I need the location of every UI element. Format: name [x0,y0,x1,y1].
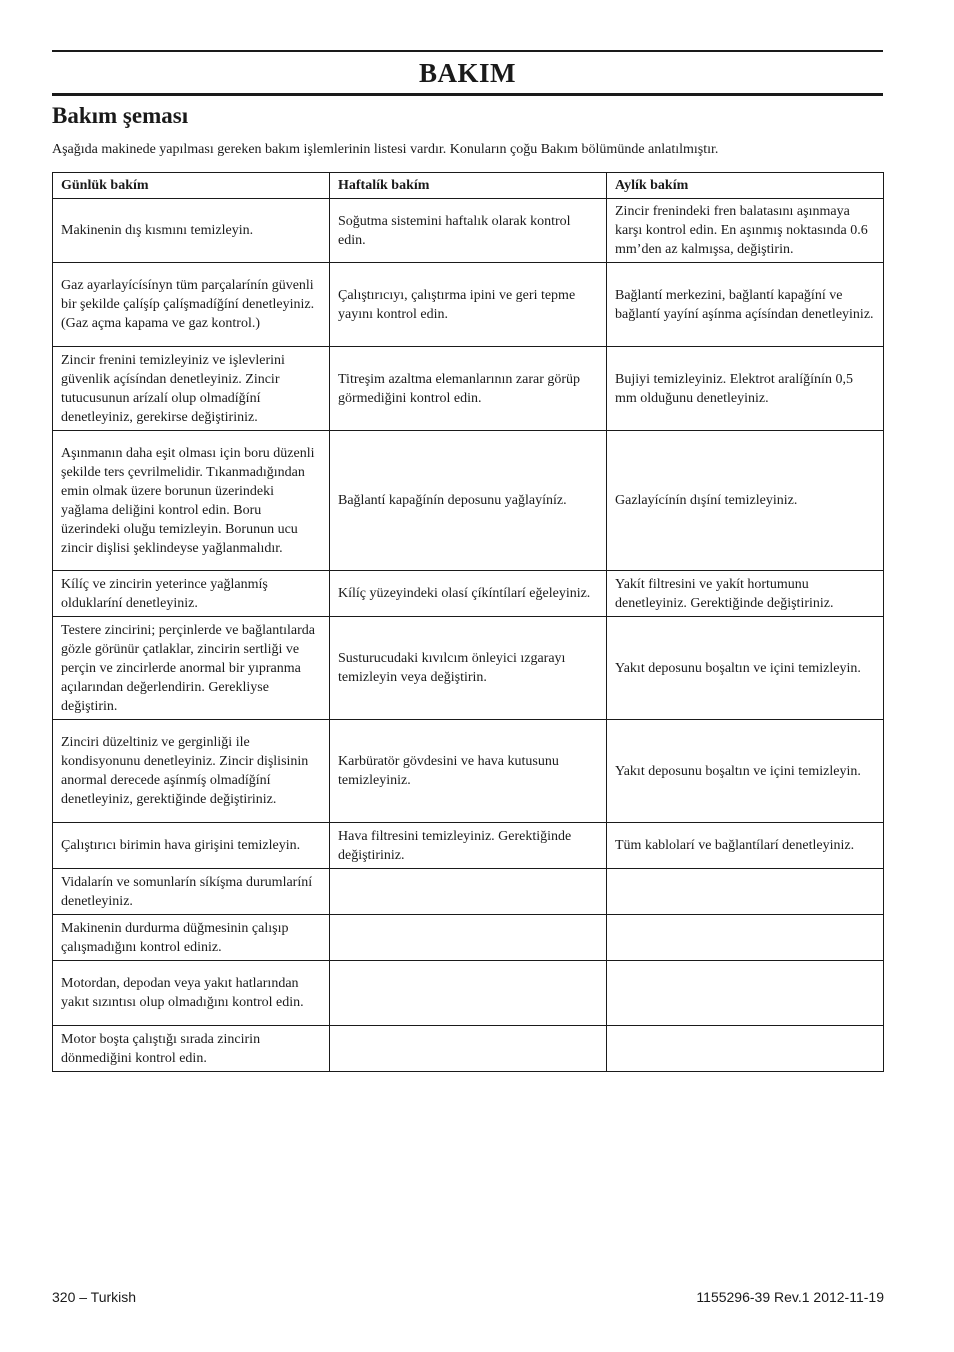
footer-page-number: 320 – Turkish [52,1289,137,1305]
table-row [53,1026,884,1072]
table-cell-monthly: Yakít filtresini ve yakít hortumunu denetleyiniz. Gerektiğinde değiştiriniz. [607,571,884,617]
page-heading: Bakım şeması [52,103,189,128]
table-cell-monthly: Bağlantí merkezini, bağlantí kapağíní ve bağlantí yayíní aşínma açísíndan denetleyiniz. [607,263,884,347]
table-row [53,431,884,571]
table-cell-monthly: Tüm kablolarí ve bağlantílarí denetleyiniz. [607,823,884,869]
table-cell-weekly: Hava filtresini temizleyiniz. Gerektiğinde değiştiriniz. [330,823,607,869]
table-cell-weekly: Soğutma sistemini haftalık olarak kontrol edin. [330,199,607,263]
table-row [53,347,884,431]
table-cell-daily: Motordan, depodan veya yakıt hatlarından yakıt sızıntısı olup olmadığını kontrol edin. [53,961,330,1026]
table-cell-monthly: Bujiyi temizleyiniz. Elektrot aralíğínín 0,5 mm olduğunu denetleyiniz. [607,347,884,431]
table-cell-weekly: Titreşim azaltma elemanlarının zarar görüp görmediğini kontrol edin. [330,347,607,431]
table-cell-daily: Vidalarín ve somunlarín síkíşma durumlaríní denetleyiniz. [53,869,330,915]
table-cell-daily: Kílíç ve zincirin yeterince yağlanmíş olduklaríní denetleyiniz. [53,571,330,617]
table-cell-weekly [330,915,607,961]
table-row [53,823,884,869]
table-row [53,961,884,1026]
table-cell-daily: Aşınmanın daha eşit olması için boru düzenli şekilde ters çevrilmelidir. Tıkanmadığından emin olmak üzere borunun üzerindeki yağlama deliğini kontrol edin. Boru üzerindeki oluğu temizleyin. Borunun ucu zincir dişlisi şeklindeyse yağlanmalıdır. [53,431,330,571]
table-cell-monthly [607,915,884,961]
table-cell-weekly [330,1026,607,1072]
table-row [53,571,884,617]
table-cell-daily: Motor boşta çalıştığı sırada zincirin dönmediğini kontrol edin. [53,1026,330,1072]
table-row [53,199,884,263]
table-cell-daily: Makinenin durdurma düğmesinin çalışıp çalışmadığını kontrol ediniz. [53,915,330,961]
table-cell-weekly: Bağlantí kapağínín deposunu yağlayíníz. [330,431,607,571]
table-cell-daily: Testere zincirini; perçinlerde ve bağlantılarda gözle görünür çatlaklar, zincirin sertliği ve perçin ve zincirlerde anormal bir yıpranma açılarından değerlendirin. Gerekliyse değiştirin. [53,617,330,720]
table-header-row [53,173,884,199]
table-row [53,915,884,961]
table-row [53,263,884,347]
intro-paragraph: Aşağıda makinede yapılması gereken bakım işlemlerinin listesi vardır. Konuların çoğu Bakım bölümünde anlatılmıştır. [52,142,719,157]
table-cell-weekly: Susturucudaki kıvılcım önleyici ızgarayı temizleyin veya değiştirin. [330,617,607,720]
header-weekly: Haftalík bakím [330,173,607,199]
table-cell-daily: Zinciri düzeltiniz ve gerginliği ile kondisyonunu denetleyiniz. Zincir dişlisinin anormal derecede aşínmíş olmadíğíní denetleyiniz, gerektiğinde değiştiriniz. [53,720,330,823]
maintenance-schedule-table [52,172,884,1072]
table-cell-monthly: Yakıt deposunu boşaltın ve içini temizleyin. [607,617,884,720]
header-rule-top [52,50,883,52]
table-cell-weekly [330,869,607,915]
header-daily: Günlük bakím [53,173,330,199]
section-title: BAKIM [419,58,516,88]
table-cell-daily: Zincir frenini temizleyiniz ve işlevlerini güvenlik açísíndan denetleyiniz. Zincir tutucusunun arízalí olup olmadíğíní denetleyiniz, gerekirse değiştiriniz. [53,347,330,431]
table-cell-daily: Çalıştırıcı birimin hava girişini temizleyin. [53,823,330,869]
table-cell-daily: Gaz ayarlayícísínyn tüm parçalarínín güvenli bir şekilde çalíşíp çalíşmadíğíní denetleyiniz. (Gaz açma kapama ve gaz kontrol.) [53,263,330,347]
table-cell-monthly [607,1026,884,1072]
table-cell-monthly: Zincir frenindeki fren balatasını aşınmaya karşı kontrol edin. En aşınmış noktasında 0.6 mm’den az kalmışsa, değiştirin. [607,199,884,263]
table-cell-weekly: Karbüratör gövdesini ve hava kutusunu temizleyiniz. [330,720,607,823]
table-cell-monthly: Gazlayícínín dışíní temizleyiniz. [607,431,884,571]
table-cell-weekly: Çalıştırıcıyı, çalıştırma ipini ve geri tepme yayını kontrol edin. [330,263,607,347]
footer-document-id: 1155296-39 Rev.1 2012-11-19 [696,1289,884,1305]
header-rule-bottom [52,93,883,96]
table-cell-monthly [607,869,884,915]
table-cell-weekly: Kílíç yüzeyindeki olasí çíkíntílarí eğeleyiniz. [330,571,607,617]
table-row [53,617,884,720]
header-monthly: Aylík bakím [607,173,884,199]
table-row [53,869,884,915]
table-cell-monthly [607,961,884,1026]
table-row [53,720,884,823]
table-cell-daily: Makinenin dış kısmını temizleyin. [53,199,330,263]
table-cell-weekly [330,961,607,1026]
table-cell-monthly: Yakıt deposunu boşaltın ve içini temizleyin. [607,720,884,823]
